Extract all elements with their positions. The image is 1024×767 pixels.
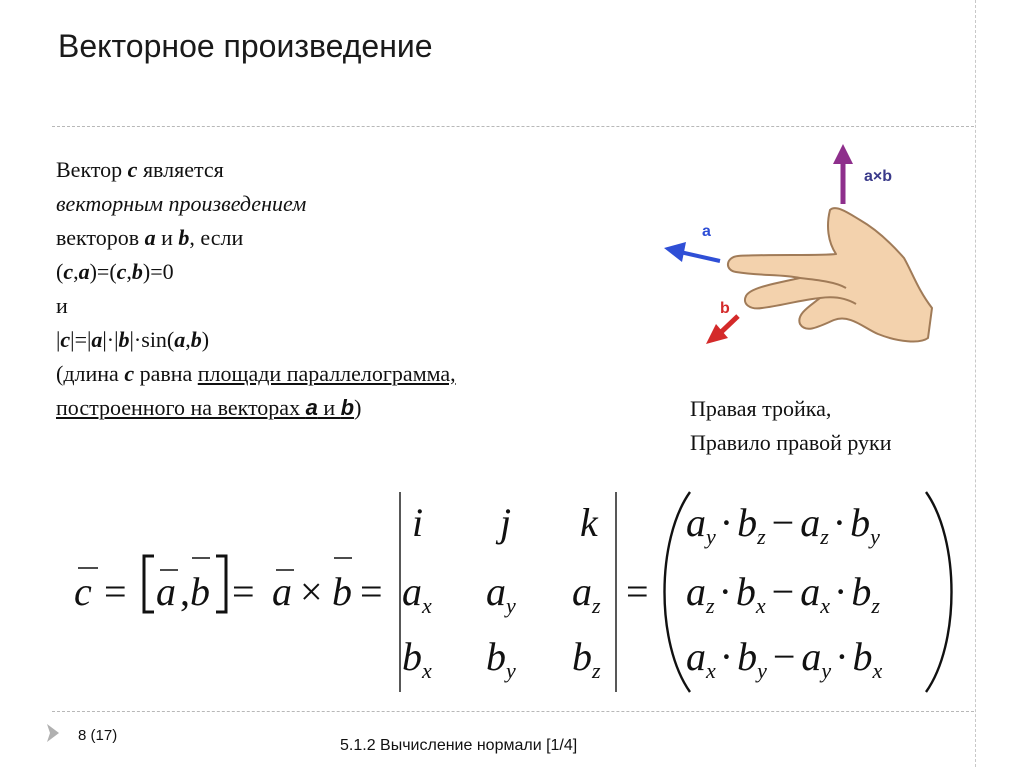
text-fragment: )=0	[142, 259, 174, 284]
text-fragment: |·sin(	[129, 327, 175, 352]
det-bx: $b_x$	[402, 634, 432, 683]
definition-line-8	[56, 391, 456, 425]
vector-c: c	[124, 361, 135, 386]
text-fragment: ,	[126, 259, 132, 284]
text-fragment: векторов	[56, 225, 145, 250]
det-ay: $a_y$	[486, 569, 516, 618]
arrow-a-icon	[664, 242, 720, 262]
definition-line-1	[56, 153, 456, 187]
chevron-right-icon[interactable]	[44, 722, 62, 744]
term-cross-product: векторным произведением	[56, 191, 307, 216]
definition-line-2	[56, 187, 456, 221]
vector-a: a	[174, 327, 186, 352]
text-fragment: ,	[185, 327, 191, 352]
formula-c: c	[74, 569, 92, 614]
definition-line-4	[56, 255, 456, 289]
result-row-3: $a_x \cdot b_y - a_y \cdot b_x$	[686, 634, 883, 683]
hand-icon	[728, 208, 932, 341]
vector-c: c	[127, 157, 138, 182]
formula-b2: b	[332, 569, 352, 614]
illustration-caption	[690, 392, 892, 460]
result-row-2: $a_z \cdot b_x - a_x \cdot b_z$	[686, 569, 880, 618]
formula-equals-3: =	[360, 569, 383, 614]
right-hand-rule-illustration	[650, 138, 950, 378]
formula-times: ×	[300, 569, 323, 614]
vector-b: b	[131, 259, 143, 284]
formula-b: b	[190, 569, 210, 614]
definition-line-3	[56, 221, 456, 255]
text-fragment: (длина	[56, 361, 125, 386]
vector-a: a	[305, 395, 318, 420]
text-fragment: |=|	[70, 327, 92, 352]
vector-a: a	[78, 259, 90, 284]
text-fragment: построенного на векторах	[56, 395, 306, 420]
formula-equals-2: =	[232, 569, 255, 614]
det-j: j	[500, 500, 512, 545]
formula-equals-4: =	[626, 569, 649, 614]
formula-a: a	[156, 569, 176, 614]
right-parenthesis	[926, 492, 952, 692]
underlined-text	[56, 395, 354, 420]
text-fragment: |	[56, 327, 61, 352]
underlined-text: площади параллелограмма,	[197, 361, 456, 386]
text-fragment: )	[354, 395, 362, 420]
bottom-divider	[52, 711, 974, 712]
text-fragment: и	[155, 225, 179, 250]
label-b: b	[720, 300, 730, 317]
text-fragment: , если	[189, 225, 244, 250]
text-fragment: Вектор	[56, 157, 128, 182]
formula-a2: a	[272, 569, 292, 614]
caption-line-1: Правая тройка,	[690, 396, 832, 421]
formula-comma: ,	[180, 569, 190, 614]
det-k: k	[580, 500, 598, 545]
arrow-b-icon	[706, 316, 738, 344]
vector-c: c	[60, 327, 71, 352]
vector-c: c	[116, 259, 127, 284]
vector-a: a	[91, 327, 103, 352]
definition-text	[56, 153, 456, 425]
label-a: a	[702, 223, 711, 240]
definition-line-5: и	[56, 293, 68, 318]
det-i: i	[412, 500, 424, 545]
page-number: 8 (17)	[78, 727, 118, 744]
formula-equals-1: =	[104, 569, 127, 614]
text-fragment: |·|	[102, 327, 119, 352]
top-divider	[52, 126, 974, 127]
result-row-1: $a_y \cdot b_z - a_z \cdot b_y$	[686, 500, 880, 549]
det-bz: $b_z$	[572, 634, 601, 683]
text-fragment: равна	[134, 361, 198, 386]
right-bracket	[216, 556, 226, 612]
vector-b: b	[190, 327, 202, 352]
text-fragment: и	[317, 395, 341, 420]
text-fragment: является	[137, 157, 224, 182]
vector-a: a	[144, 225, 156, 250]
arrow-axb-icon	[833, 144, 853, 204]
text-fragment: ,	[73, 259, 79, 284]
caption-line-2: Правило правой руки	[690, 430, 892, 455]
left-bracket	[144, 556, 154, 612]
det-by: $b_y$	[486, 634, 516, 683]
vector-c: c	[63, 259, 74, 284]
det-ax: $a_x$	[402, 569, 432, 618]
slide-title: Векторное произведение	[58, 28, 433, 64]
text-fragment: )=(	[89, 259, 117, 284]
vector-b: b	[118, 327, 130, 352]
definition-line-7	[56, 357, 456, 391]
text-fragment: (	[56, 259, 64, 284]
text-fragment: )	[201, 327, 210, 352]
det-az: $a_z$	[572, 569, 601, 618]
footer-section: 5.1.2 Вычисление нормали [1/4]	[340, 737, 578, 754]
label-axb: a×b	[864, 168, 893, 185]
vector-b: b	[178, 225, 190, 250]
definition-line-6	[56, 323, 456, 357]
right-margin-line	[975, 0, 976, 767]
vector-b: b	[340, 395, 355, 420]
cross-product-formula	[60, 480, 960, 700]
